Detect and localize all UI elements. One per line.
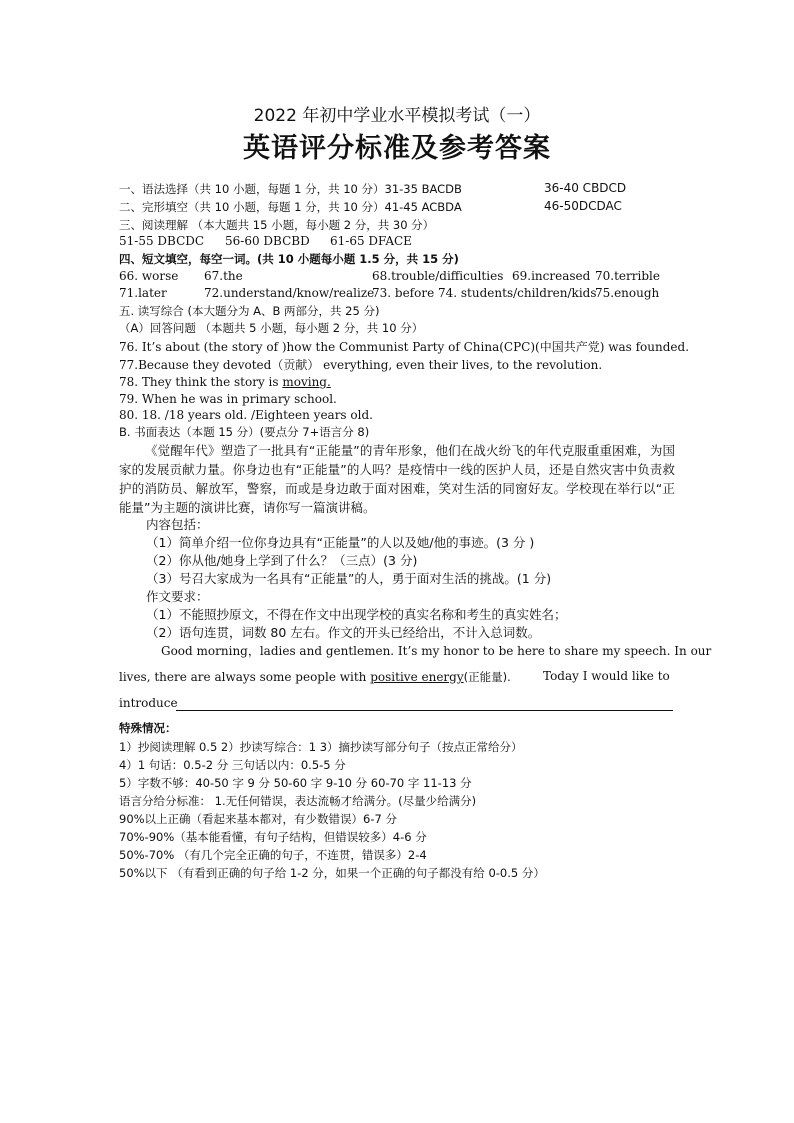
content-label: 内容包括： [146,517,209,532]
language-score-standard: 语言分给分标准： 1.无任何错误，表达流畅才给满分。(尽量少给满分) [119,794,477,808]
requirements-label: 作文要求： [146,589,209,604]
answer-78-underlined: moving. [282,375,331,389]
answer-78-text: 78. They think the story is [119,375,283,389]
answer-71: 71.later [119,286,167,300]
section-3-answers-3: 61-65 DFACE [330,234,412,248]
section-5a-label: （A）回答问题 （本题共 5 小题，每小题 2 分，共 10 分） [119,321,424,335]
answer-70: 70.terrible [595,269,660,283]
score-level-1: 90%以上正确（看起来基本都对，有少数错误）6-7 分 [119,812,397,826]
requirement-1: （1）不能照抄原文，不得在作文中出现学校的真实名称和考生的真实姓名； [146,607,567,622]
exam-title: 2022 年初中学业水平模拟考试（一） [253,106,541,126]
score-level-4: 50%以下 （有看到正确的句子给 1-2 分，如果一个正确的句子都没有给 0-0.5 分） [119,866,545,880]
score-level-2: 70%-90%（基本能看懂，有句子结构，但错误较多）4-6 分 [119,830,427,844]
score-level-3: 50%-70% （有几个完全正确的句子，不连贯，错误多）2-4 [119,848,427,862]
essay-start-line-2-end: Today I would like to [543,669,670,683]
section-5b-label: B. 书面表达（本题 15 分）(要点分 7+语言分 8) [119,425,370,439]
section-3-label: 三、阅读理解 （本大题共 15 小题，每小题 2 分，共 30 分） [119,218,435,232]
answer-79: 79. When he was in primary school. [119,392,337,406]
section-2-answers-2: 46-50DCDAC [544,199,622,213]
essay-start-line-1: Good morning，ladies and gentlemen. It’s my honor to be here to share my speech. In our [161,644,712,658]
essay-blank-line [176,710,673,711]
writing-prompt: 《觉醒年代》塑造了一批具有“正能量”的青年形象，他们在战火纷飞的年代克服重重困难，为国家的发展贡献力量。你身边也有“正能量”的人吗？是疫情中一线的医护人员，还是自然灾害中负责救护的消防员、解放军，警察，而或是身边敢于面对困难，笑对生活的同窗好友。学校现在举行以“正能量”为主题的演讲比赛，请你写一篇演讲稿。 [119,443,675,515]
answer-77: 77.Because they devoted（贡献） everything, even their lives, to the revolution. [119,358,603,372]
content-point-3: （3）号召大家成为一名具有“正能量”的人，勇于面对生活的挑战。(1 分) [146,571,552,586]
answer-78 [119,374,331,390]
answer-76: 76. It’s about (the story of )how the Communist Party of China(CPC)(中国共产党) was founded. [119,340,690,354]
essay-start-line-2 [119,669,511,685]
essay-start-line-2-text: lives, there are always some people with [119,670,371,684]
answer-80: 80. 18. /18 years old. /Eighteen years old. [119,408,373,422]
answer-66: 66. worse [119,269,179,283]
answer-69: 69.increased [512,269,591,283]
positive-energy-underlined: positive energy [370,670,464,684]
answer-68: 68.trouble/difficulties [372,269,504,283]
section-4-label: 四、短文填空，每空一词。(共 10 小题每小题 1.5 分，共 15 分) [119,252,459,266]
special-case-3: 5）字数不够：40-50 字 9 分 50-60 字 9-10 分 60-70 字 11-13 分 [119,776,472,790]
positive-energy-cn: (正能量). [463,670,511,684]
special-case-2: 4）1 句话：0.5-2 分 三句话以内：0.5-5 分 [119,758,346,772]
special-case-1: 1）抄阅读理解 0.5 2）抄读写综合：1 3）摘抄读写部分句子（按点正常给分） [119,740,523,754]
special-cases-label: 特殊情况： [119,721,177,735]
document-title: 英语评分标准及参考答案 [243,133,551,164]
answer-75: 75.enough [595,286,660,300]
section-2-label: 二、完形填空（共 10 小题，每题 1 分，共 10 分）41-45 ACBDA [119,200,462,214]
section-2-row [119,199,462,215]
section-1-row [119,181,462,197]
answer-72: 72.understand/know/realize [204,286,375,300]
section-3-answers-2: 56-60 DBCBD [225,234,310,248]
section-1-answers-2: 36-40 CBDCD [544,181,627,195]
answer-67: 67.the [204,269,243,283]
content-point-2: （2）你从他/她身上学到了什么？（三点）(3 分) [146,553,418,568]
section-3-answers-1: 51-55 DBCDC [119,234,205,248]
requirement-2: （2）语句连贯，词数 80 左右。作文的开头已经给出，不计入总词数。 [146,625,541,640]
answer-74: 74. students/children/kids [438,286,597,300]
essay-start-line-3: introduce [119,696,178,710]
answer-73: 73. before [372,286,435,300]
section-5-label: 五. 读写综合 (本大题分为 A、B 两部分，共 25 分) [119,304,380,318]
content-point-1: （1）简单介绍一位你身边具有“正能量”的人以及她/他的事迹。(3 分 ) [146,535,535,550]
section-1-label: 一、语法选择（共 10 小题，每题 1 分，共 10 分）31-35 BACDB [119,182,462,196]
